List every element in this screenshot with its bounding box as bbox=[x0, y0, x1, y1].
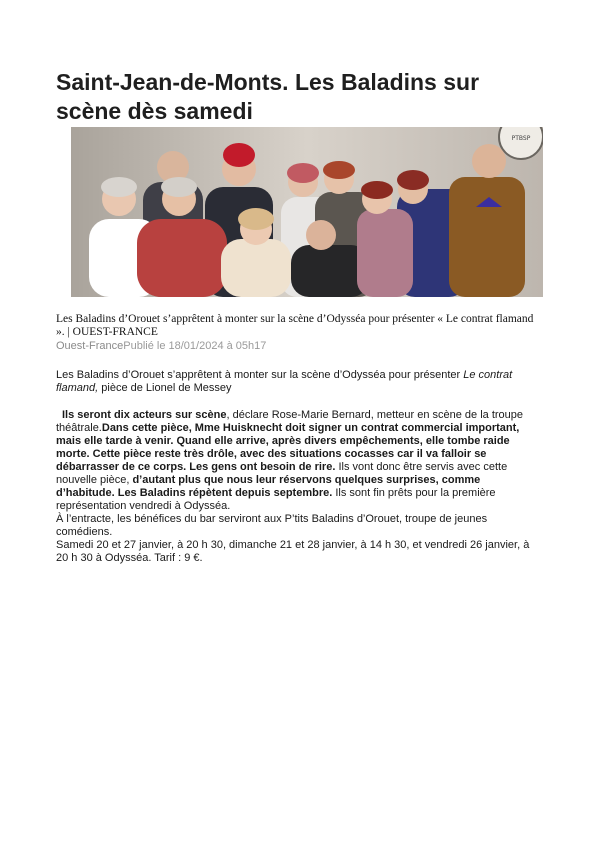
play-title: Le contrat flamand, bbox=[56, 369, 513, 394]
lead-text: Les Baladins d’Orouet s’apprêtent à monter sur la scène d’Odysséa pour présenter bbox=[56, 369, 464, 381]
schedule-paragraph: Samedi 20 et 27 janvier, à 20 h 30, dimanche 21 et 28 janvier, à 14 h 30, et vendredi 26 janvier, à 20 h 30 à Odysséa. Tarif : 9 €. bbox=[56, 539, 530, 564]
paragraph-1-text-2: Ils vont donc être servis avec cette nouvelle pièce, bbox=[56, 461, 508, 486]
article-photo bbox=[71, 127, 543, 297]
lead-tail: pièce de Lionel de Messey bbox=[98, 382, 232, 394]
article-body bbox=[56, 409, 541, 565]
quote-surprises: d’autant plus que nous leur réservons quelques surprises, comme d’habitude. Les Baladins répètent depuis septembre. bbox=[56, 474, 481, 499]
publish-date: Publié le 18/01/2024 à 05h17 bbox=[123, 340, 267, 352]
paragraph-1-text-1: , déclare Rose-Marie Bernard, metteur en scène de la troupe théâtrale. bbox=[56, 409, 524, 434]
article-title: Saint-Jean-de-Monts. Les Baladins sur scène dès samedi bbox=[56, 69, 480, 124]
source-label: Ouest-France bbox=[56, 340, 124, 352]
photo-caption: Les Baladins d’Orouet s’apprêtent à monter sur la scène d’Odysséa pour présenter « Le contrat flamand ». | OUEST-FRANCE bbox=[56, 313, 534, 338]
clock-label: PTBSP bbox=[511, 135, 531, 142]
quote-intro: Ils seront dix acteurs sur scène bbox=[62, 409, 227, 421]
quote-plot: Dans cette pièce, Mme Huisknecht doit signer un contrat commercial important, mais elle tarde à venir. Quand elle arrive, après divers empêchements, elle tombe raide morte. Cette pièce reste très drôle, avec des situations cocasses car il va falloir se débarrasser de ce corps. Les gens ont besoin de rire. bbox=[56, 422, 520, 473]
paragraph-1-text-3: Ils sont fin prêts pour la première représentation vendredi à Odysséa. bbox=[56, 487, 496, 512]
lead-paragraph bbox=[56, 369, 541, 395]
article-meta bbox=[56, 340, 536, 353]
group-photo-icon bbox=[71, 127, 543, 297]
paragraph-1 bbox=[56, 409, 541, 513]
paragraph-2: À l’entracte, les bénéfices du bar serviront aux P’tits Baladins d’Orouet, troupe de jeunes comédiens. bbox=[56, 513, 488, 538]
